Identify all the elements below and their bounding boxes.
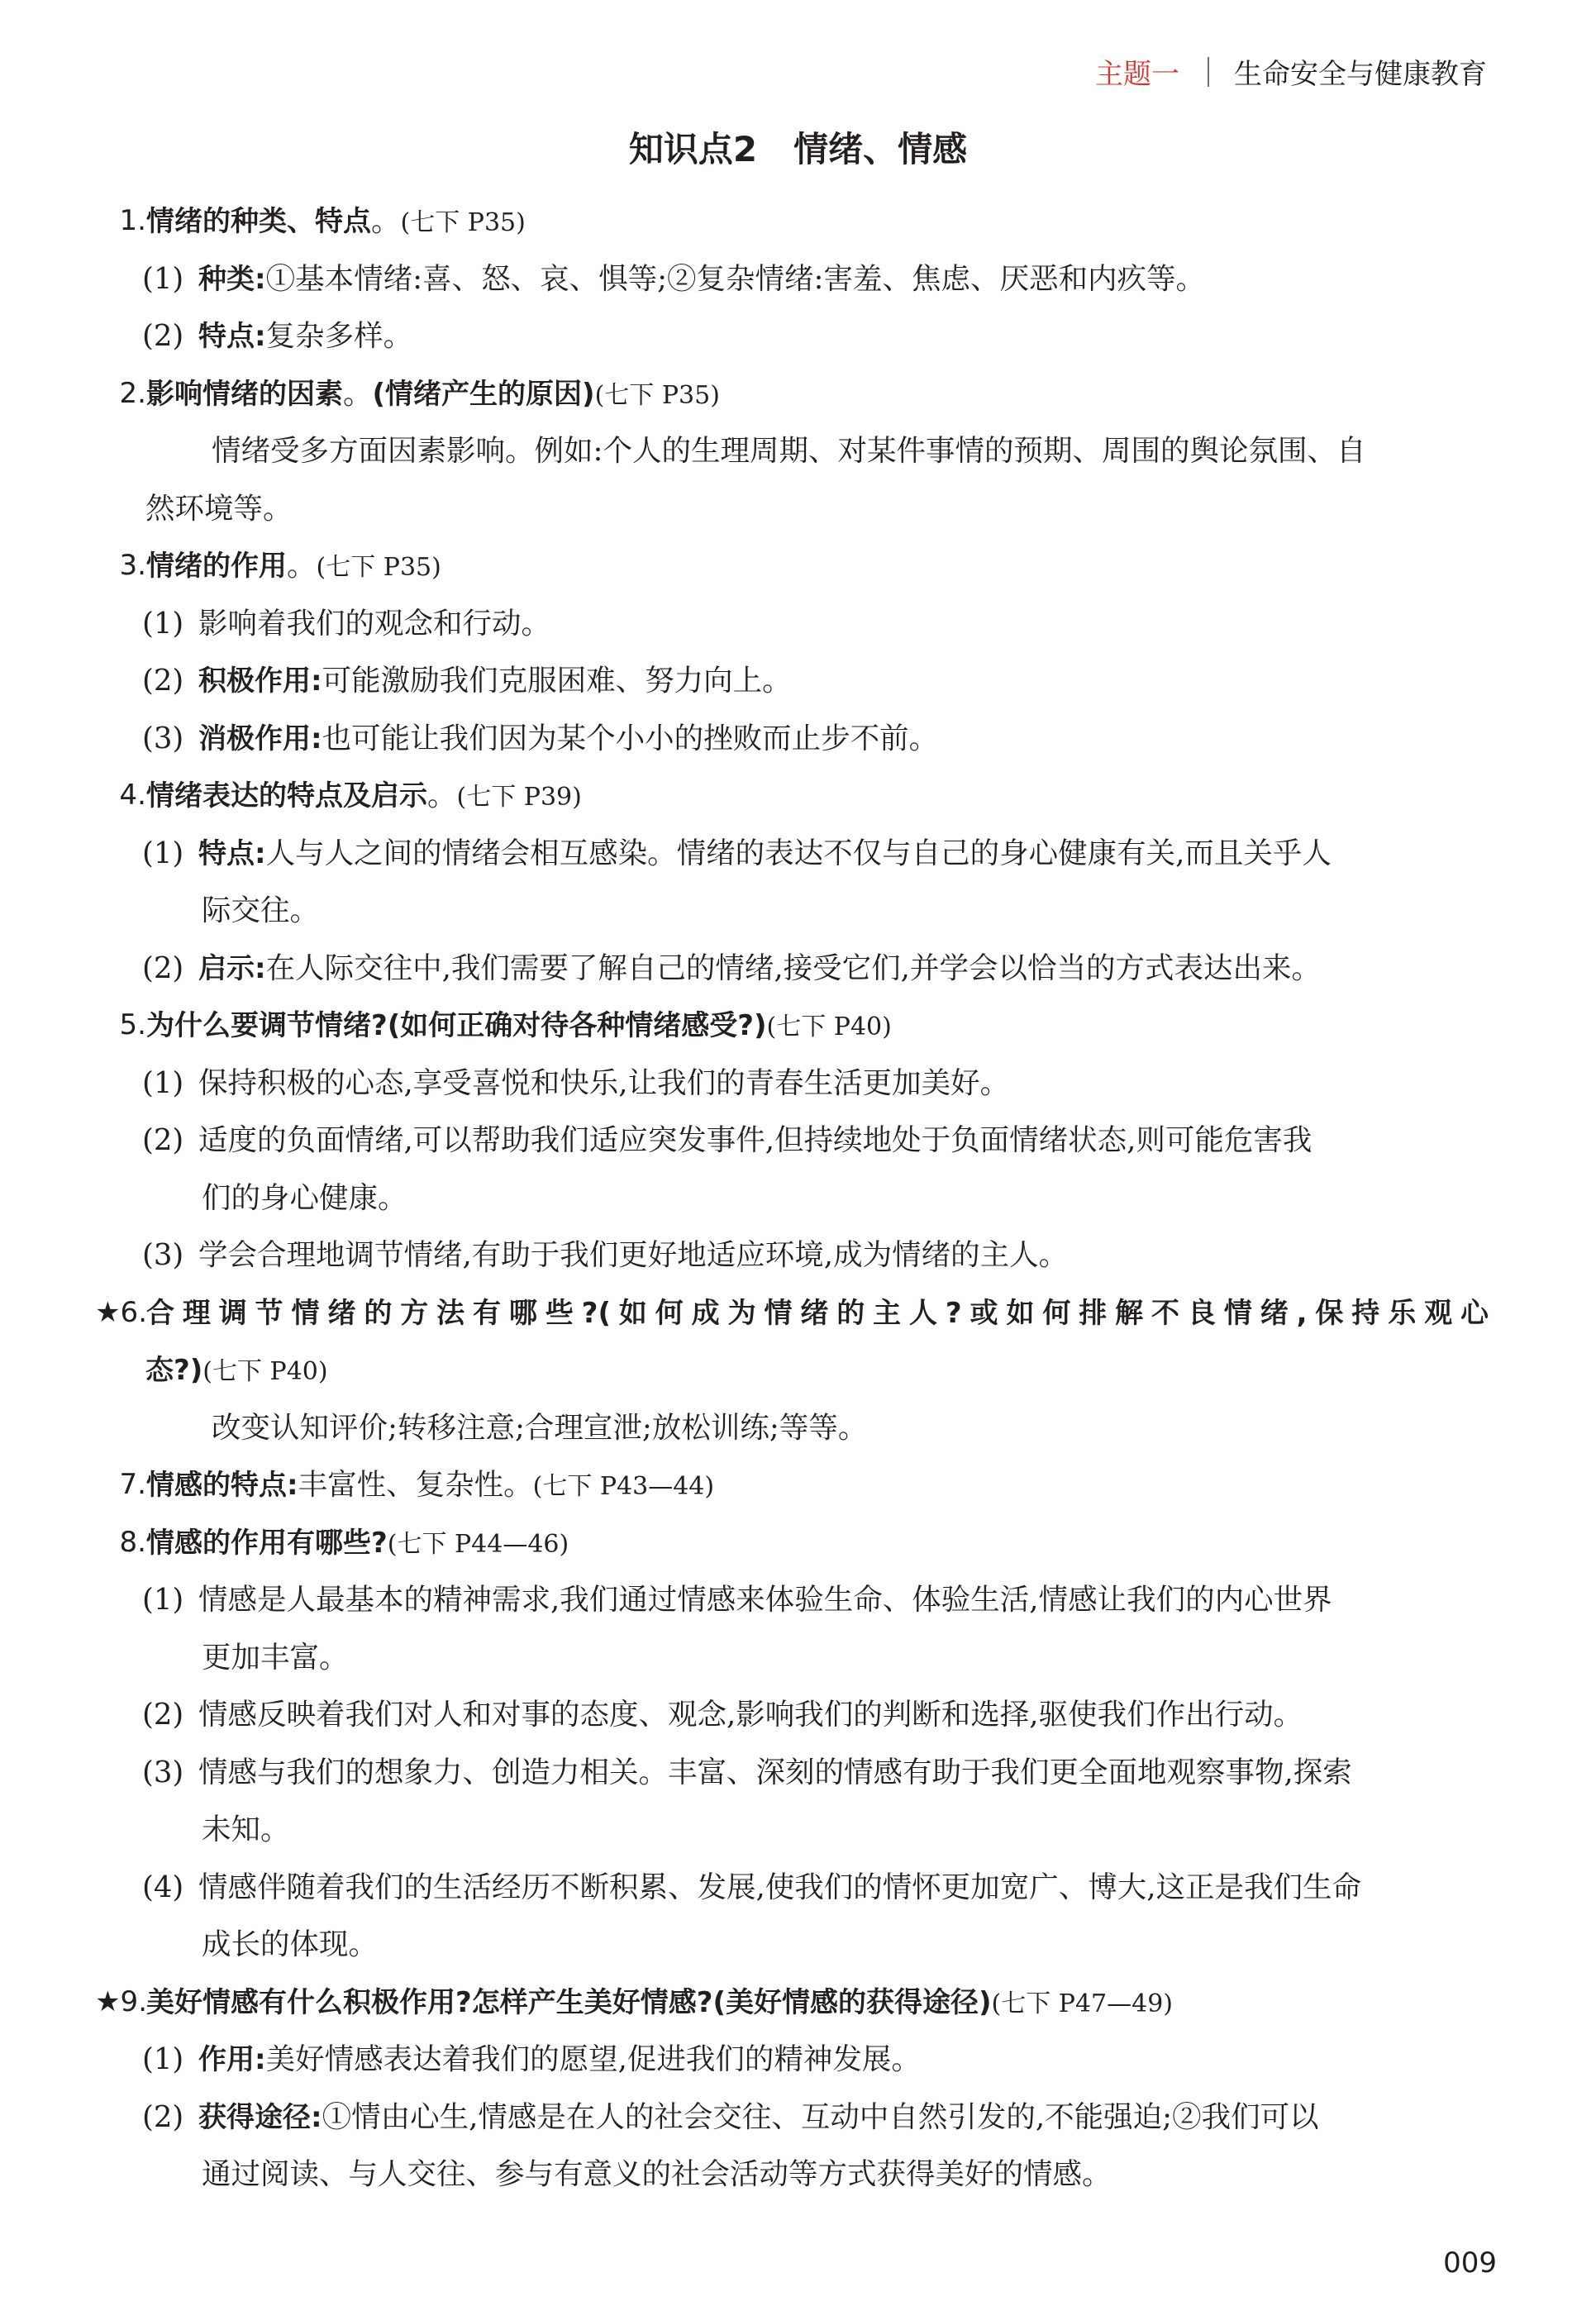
paragraph-text: 情绪受多方面因素影响。例如:个人的生理周期、对某件事情的预期、周围的舆论氛围、自: [212, 434, 1366, 468]
section-title-text: 情绪、情感: [793, 129, 968, 169]
item-number: 3.: [119, 549, 146, 582]
sub-item-text: 影响着我们的观念和行动。: [198, 606, 551, 641]
sub-item-continuation: 成长的体现。: [202, 1927, 379, 1961]
sub-item-number: (2): [142, 1698, 184, 1732]
content-line: [0, 1974, 1596, 2032]
item-heading-tail: 。: [371, 204, 401, 238]
sub-item-line: [198, 1227, 1068, 1284]
item-heading: 情绪的作用: [146, 550, 287, 583]
sub-item-number: (1): [142, 2042, 184, 2076]
sub-item-number: (1): [142, 836, 184, 870]
heading-continuation-line: [145, 1341, 328, 1401]
knowledge-content: [0, 193, 1596, 2204]
page-reference: (七下 P40): [766, 1012, 892, 1041]
content-line: [0, 1514, 1596, 1572]
content-line: [0, 1686, 1596, 1744]
content-line: [0, 1341, 1596, 1399]
content-line: [0, 250, 1596, 308]
sub-item-line: [198, 1744, 1352, 1802]
content-line: [0, 1916, 1596, 1974]
content-line: [0, 595, 1596, 653]
item-heading: 为什么要调节情绪?(如何正确对待各种情绪感受?): [146, 1009, 767, 1042]
item-number: 5.: [119, 1008, 146, 1041]
content-line: [0, 193, 1596, 250]
theme-label: 主题一: [1095, 58, 1179, 91]
sub-item-number: (1): [142, 1583, 184, 1617]
content-line: [0, 1170, 1596, 1227]
sub-item-number: (2): [142, 2099, 184, 2134]
item-number: 7.: [119, 1468, 146, 1501]
item-number: ★6.: [95, 1295, 147, 1329]
sub-item-line: [198, 2089, 1319, 2147]
content-line: [0, 710, 1596, 768]
item-heading-note: (情绪产生的原因): [372, 377, 595, 411]
sub-item-heading: 特点:: [198, 836, 266, 870]
item-number: 2.: [119, 376, 146, 410]
content-line: [0, 480, 1596, 538]
page-number: 009: [1443, 2246, 1497, 2280]
sub-item-number: (1): [142, 1065, 184, 1100]
sub-item-heading: 特点:: [198, 320, 266, 353]
item-heading-line: [146, 537, 441, 597]
sub-item-line: [198, 250, 1205, 309]
sub-item-line: [198, 2031, 921, 2089]
header-divider: [1208, 57, 1209, 87]
item-heading-line: [146, 1284, 1489, 1343]
content-line: [0, 365, 1596, 423]
item-heading: 影响情绪的因素: [146, 377, 343, 411]
sub-item-text: 情感伴随着我们的生活经历不断积累、发展,使我们的情怀更加宽广、博大,这正是我们生命: [198, 1870, 1362, 1904]
item-heading-line: [146, 365, 720, 425]
sub-item-text: ①基本情绪:喜、怒、哀、惧等;②复杂情绪:害羞、焦虑、厌恶和内疚等。: [265, 261, 1205, 296]
item-number: 1.: [119, 204, 146, 237]
content-line: [0, 1744, 1596, 1802]
sub-item-line: [198, 710, 938, 769]
content-line: [0, 422, 1596, 480]
paragraph-continuation: 然环境等。: [145, 491, 293, 526]
content-line: [0, 997, 1596, 1055]
page-reference: (七下 P35): [316, 553, 441, 582]
content-line: [0, 825, 1596, 883]
page-reference: (七下 P40): [202, 1357, 328, 1386]
item-heading-line: [146, 1974, 1173, 2033]
item-heading-line: [146, 1514, 569, 1574]
sub-item-line: [198, 1112, 1312, 1170]
sub-item-line: [198, 1686, 1303, 1744]
sub-item-continuation: 通过阅读、与人交往、参与有意义的社会活动等方式获得美好的情感。: [202, 2157, 1112, 2191]
content-line: [0, 1399, 1596, 1457]
sub-item-number: (3): [142, 1238, 184, 1272]
sub-item-continuation: 际交往。: [202, 893, 320, 927]
page-reference: (七下 P35): [594, 380, 720, 410]
content-line: [0, 1629, 1596, 1687]
item-heading-tail: 。: [287, 549, 317, 583]
sub-item-text: 可能激励我们克服困难、努力向上。: [322, 664, 792, 698]
sub-item-heading: 消极作用:: [198, 722, 322, 755]
sub-item-line: [198, 1859, 1361, 1917]
content-line: [0, 1859, 1596, 1917]
sub-item-text: 在人际交往中,我们需要了解自己的情绪,接受它们,并学会以恰当的方式表达出来。: [265, 951, 1321, 985]
content-line: [0, 940, 1596, 998]
content-line: [0, 307, 1596, 365]
sub-item-text: 情感与我们的想象力、创造力相关。丰富、深刻的情感有助于我们更全面地观察事物,探索: [198, 1755, 1352, 1789]
item-number: 8.: [119, 1525, 146, 1559]
section-title-number: 知识点2: [628, 129, 758, 169]
heading-continuation: 态?): [145, 1354, 203, 1387]
sub-item-text: 情感反映着我们对人和对事的态度、观念,影响我们的判断和选择,驱使我们作出行动。: [198, 1698, 1303, 1732]
sub-item-heading: 积极作用:: [198, 665, 322, 698]
item-heading-tail: 。: [427, 779, 457, 812]
sub-item-number: (2): [142, 951, 184, 985]
paragraph-text: 改变认知评价;转移注意;合理宣泄;放松训练;等等。: [212, 1410, 868, 1445]
item-heading: 情绪的种类、特点: [146, 205, 371, 238]
sub-item-number: (4): [142, 1870, 184, 1904]
page-reference: (七下 P35): [400, 208, 526, 237]
sub-item-line: [198, 1055, 1009, 1113]
item-heading: 美好情感有什么积极作用?怎样产生美好情感?(美好情感的获得途径): [146, 1985, 992, 2019]
item-heading: 情感的作用有哪些?: [146, 1526, 388, 1560]
sub-item-heading: 启示:: [198, 951, 266, 985]
content-line: [0, 537, 1596, 595]
content-line: [0, 1227, 1596, 1284]
item-heading: 合理调节情绪的方法有哪些?(如何成为情绪的主人?或如何排解不良情绪,保持乐观心: [146, 1296, 1489, 1330]
content-line: [0, 1801, 1596, 1859]
sub-item-text: ①情由心生,情感是在人的社会交往、互动中自然引发的,不能强迫;②我们可以: [322, 2099, 1319, 2134]
content-line: [0, 2146, 1596, 2204]
item-number: ★9.: [95, 1984, 147, 2018]
item-heading-line: [146, 193, 526, 252]
sub-item-number: (1): [142, 606, 184, 641]
item-heading-line: [146, 1456, 714, 1516]
content-line: [0, 1112, 1596, 1170]
sub-item-text: 人与人之间的情绪会相互感染。情绪的表达不仅与自己的身心健康有关,而且关乎人: [265, 836, 1332, 870]
content-line: [0, 652, 1596, 710]
content-line: [0, 2089, 1596, 2146]
item-heading-tail: 。: [343, 376, 373, 411]
content-line: [0, 1571, 1596, 1629]
sub-item-text: 情感是人最基本的精神需求,我们通过情感来体验生命、体验生活,情感让我们的内心世界: [198, 1583, 1332, 1617]
page-reference: (七下 P47—49): [991, 1989, 1174, 2018]
sub-item-line: [198, 652, 792, 711]
item-heading: 情绪表达的特点及启示: [146, 779, 427, 812]
sub-item-line: [198, 307, 412, 366]
content-line: [0, 767, 1596, 825]
sub-item-number: (2): [142, 664, 184, 698]
sub-item-number: (1): [142, 261, 184, 296]
item-text: 丰富性、复杂性。: [298, 1468, 533, 1502]
sub-item-number: (2): [142, 319, 184, 353]
sub-item-text: 复杂多样。: [265, 319, 413, 353]
page-reference: (七下 P43—44): [532, 1472, 715, 1501]
sub-item-continuation: 未知。: [202, 1813, 290, 1846]
content-line: [0, 1456, 1596, 1514]
content-line: [0, 1055, 1596, 1113]
sub-item-line: [198, 595, 550, 653]
sub-item-continuation: 们的身心健康。: [202, 1180, 407, 1215]
subject-label: 生命安全与健康教育: [1234, 58, 1487, 91]
item-heading-line: [146, 997, 892, 1056]
item-heading: 情感的特点:: [146, 1469, 298, 1502]
sub-item-text: 也可能让我们因为某个小小的挫败而止步不前。: [322, 721, 939, 755]
sub-item-line: [198, 940, 1321, 998]
item-number: 4.: [119, 779, 146, 812]
sub-item-text: 保持积极的心态,享受喜悦和快乐,让我们的青春生活更加美好。: [198, 1065, 1010, 1100]
content-line: [0, 1284, 1596, 1342]
sub-item-number: (3): [142, 721, 184, 755]
sub-item-heading: 获得途径:: [198, 2100, 322, 2134]
running-header: [1095, 51, 1487, 92]
sub-item-number: (2): [142, 1123, 184, 1157]
sub-item-heading: 作用:: [198, 2043, 266, 2076]
sub-item-line: [198, 825, 1332, 884]
sub-item-text: 学会合理地调节情绪,有助于我们更好地适应环境,成为情绪的主人。: [198, 1238, 1069, 1272]
item-heading-line: [146, 767, 582, 827]
section-title: [0, 122, 1596, 172]
sub-item-line: [198, 1571, 1332, 1629]
sub-item-number: (3): [142, 1755, 184, 1789]
sub-item-heading: 种类:: [198, 262, 266, 296]
content-line: [0, 882, 1596, 940]
sub-item-text: 美好情感表达着我们的愿望,促进我们的精神发展。: [265, 2042, 921, 2076]
sub-item-continuation: 更加丰富。: [202, 1640, 349, 1675]
sub-item-text: 适度的负面情绪,可以帮助我们适应突发事件,但持续地处于负面情绪状态,则可能危害我: [198, 1123, 1313, 1157]
content-line: [0, 2031, 1596, 2089]
page-reference: (七下 P39): [456, 783, 582, 812]
page-reference: (七下 P44—46): [387, 1529, 569, 1559]
